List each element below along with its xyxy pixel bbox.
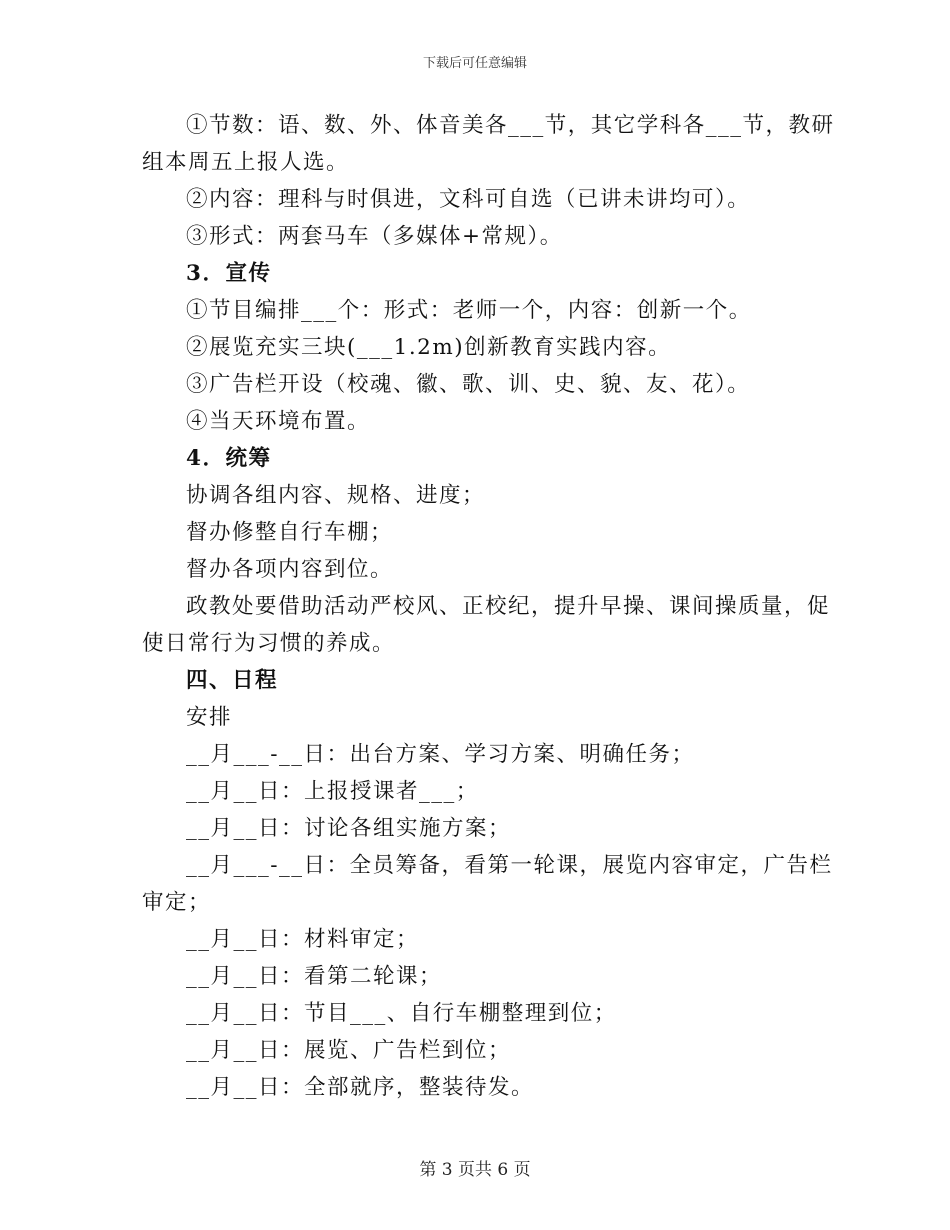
paragraph-line: __月___-__日：全员筹备，看第一轮课，展览内容审定，广告栏: [186, 853, 833, 878]
page-footer: 第 3 页共 6 页: [419, 1160, 531, 1180]
paragraph-line: 政教处要借助活动严校风、正校纪，提升早操、课间操质量，促: [186, 594, 831, 619]
paragraph-line: __月___-__日：出台方案、学习方案、明确任务；: [186, 742, 695, 767]
paragraph-line: 审定；: [142, 890, 212, 915]
paragraph-line: ①节数：语、数、外、体音美各___节，其它学科各___节，教研: [186, 113, 835, 138]
paragraph-line: __月__日：展览、广告栏到位；: [186, 1038, 512, 1063]
paragraph-line: 协调各组内容、规格、进度；: [186, 483, 486, 508]
paragraph-line: __月__日：讨论各组实施方案；: [186, 816, 512, 841]
page-header: 下载后可任意编辑: [422, 56, 527, 71]
paragraph-line: __月__日：材料审定；: [186, 927, 420, 952]
paragraph-line: __月__日：节目___、自行车棚整理到位；: [186, 1001, 617, 1026]
paragraph-line: ③广告栏开设（校魂、徽、歌、训、史、貌、友、花）。: [186, 372, 751, 397]
paragraph-line: ④当天环境布置。: [186, 409, 371, 434]
section-heading: 四、日程: [186, 668, 279, 693]
section-heading: 3．宣传: [186, 261, 272, 286]
paragraph-line: 安排: [186, 705, 233, 730]
paragraph-line: __月__日：上报授课者___；: [186, 779, 479, 804]
section-heading: 4．统筹: [186, 446, 272, 471]
document-body: [142, 107, 835, 1106]
paragraph-line: ③形式：两套马车（多媒体+常规）。: [186, 224, 563, 249]
paragraph-line: 使日常行为习惯的养成。: [142, 631, 396, 656]
paragraph-line: 督办修整自行车棚；: [186, 520, 394, 545]
paragraph-line: __月__日：看第二轮课；: [186, 964, 443, 989]
paragraph-line: ①节目编排___个：形式：老师一个，内容：创新一个。: [186, 298, 752, 323]
paragraph-line: ②内容：理科与时俱进，文科可自选（已讲未讲均可）。: [186, 187, 751, 212]
paragraph-line: 督办各项内容到位。: [186, 557, 394, 582]
paragraph-line: ②展览充实三块(___1.2m)创新教育实践内容。: [186, 335, 672, 360]
paragraph-line: __月__日：全部就序，整装待发。: [186, 1075, 535, 1100]
paragraph-line: 组本周五上报人选。: [142, 150, 350, 175]
